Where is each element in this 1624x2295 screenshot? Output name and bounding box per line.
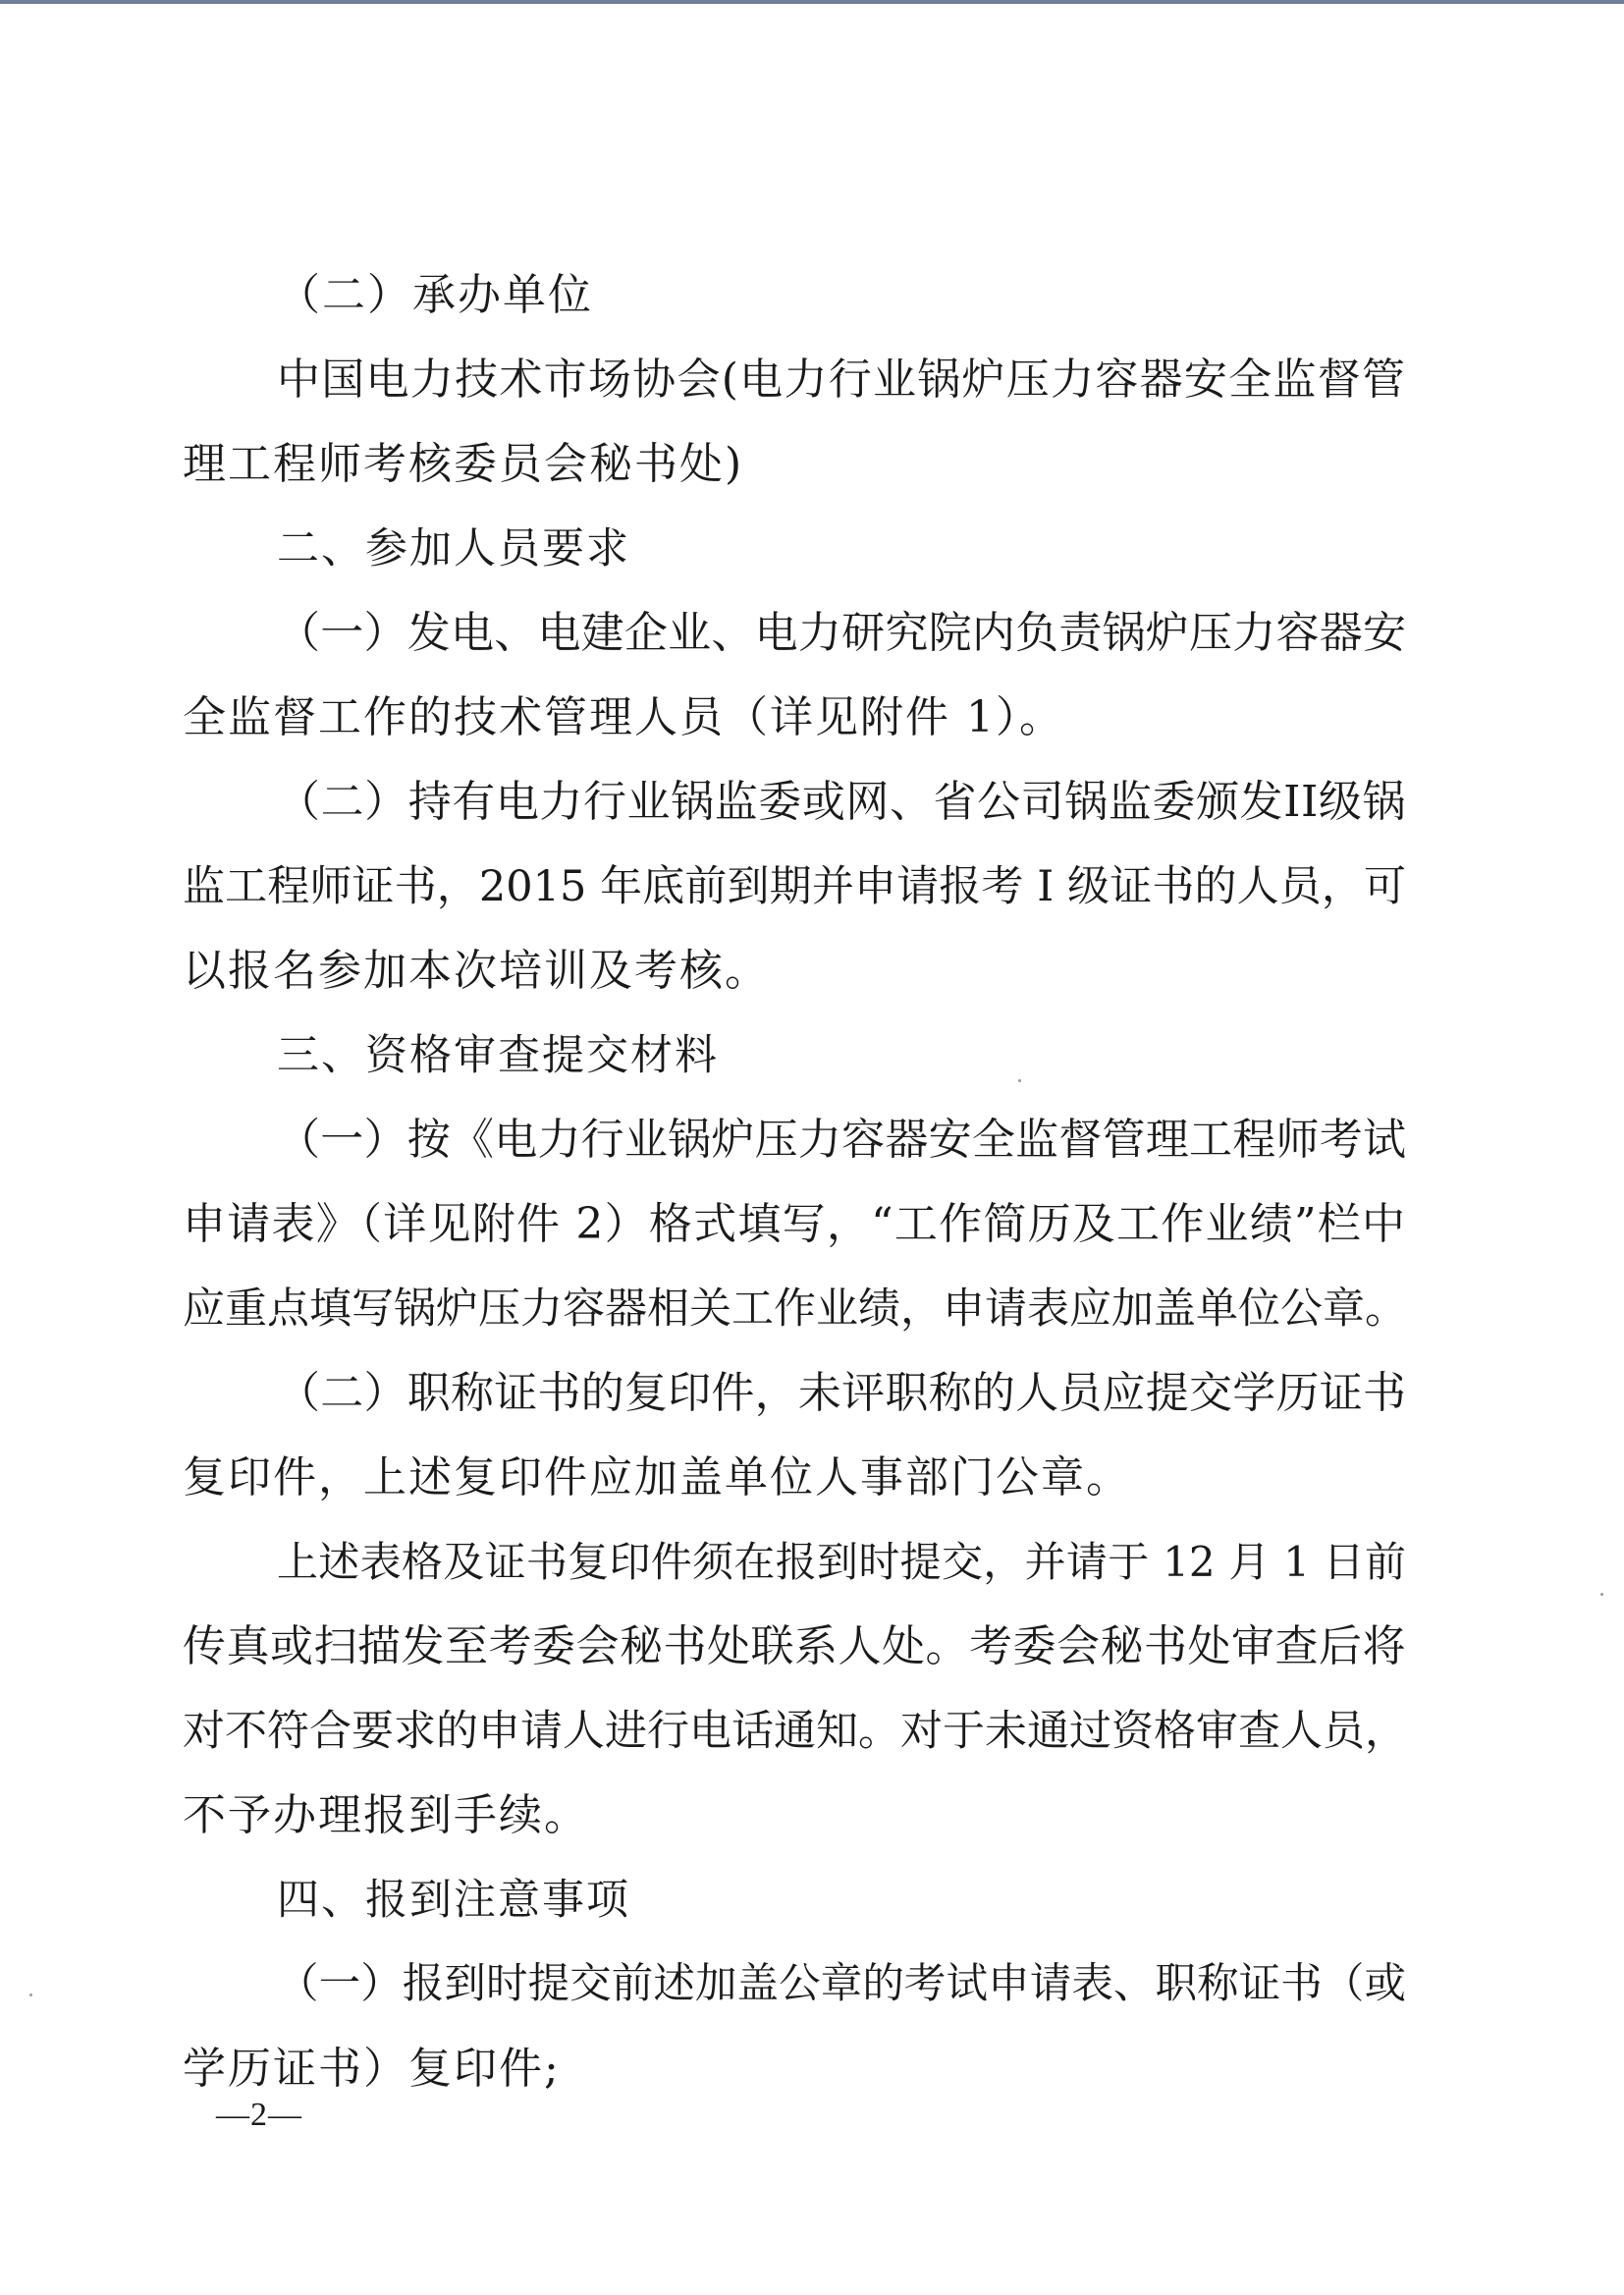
paragraph-line: 不予办理报到手续。: [183, 1790, 589, 1840]
paragraph-line: 申请表》（详见附件 2）格式填写，“工作简历及工作业绩”栏中: [183, 1199, 1406, 1249]
paragraph-line: 传真或扫描发至考委会秘书处联系人处。考委会秘书处审查后将: [183, 1621, 1406, 1671]
paragraph-line: 对不符合要求的申请人进行电话通知。对于未通过资格审查人员，: [183, 1707, 1407, 1756]
paragraph-line: （一）按《电力行业锅炉压力容器安全监督管理工程师考试: [277, 1115, 1406, 1165]
paragraph-line: 监工程师证书，2015 年底前到期并申请报考 I 级证书的人员，可: [183, 862, 1406, 911]
paragraph-line: （二）职称证书的复印件，未评职称的人员应提交学历证书: [277, 1368, 1406, 1418]
scan-top-edge: [0, 0, 1624, 4]
section-heading-participants: 二、参加人员要求: [277, 524, 630, 574]
paragraph-line: 应重点填写锅炉压力容器相关工作业绩，申请表应加盖单位公章。: [183, 1284, 1407, 1334]
page-number: —2—: [216, 2097, 302, 2133]
paragraph-line: （二）持有电力行业锅监委或网、省公司锅监委颁发II级锅: [277, 777, 1406, 827]
section-heading-materials: 三、资格审查提交材料: [277, 1031, 719, 1080]
paragraph-line: 中国电力技术市场协会(电力行业锅炉压力容器安全监督管: [277, 355, 1406, 405]
scan-speck: [1018, 1079, 1021, 1082]
paragraph-line: 上述表格及证书复印件须在报到时提交，并请于 12 月 1 日前: [277, 1538, 1406, 1586]
paragraph-line: （一）报到时提交前述加盖公章的考试申请表、职称证书（或: [277, 1960, 1406, 2008]
paragraph-line: 全监督工作的技术管理人员（详见附件 1）。: [183, 692, 1064, 742]
scan-speck: [1600, 1593, 1603, 1596]
document-body: [183, 253, 1406, 2111]
paragraph-line: 理工程师考核委员会秘书处): [183, 439, 744, 489]
paragraph-line: 复印件，上述复印件应加盖单位人事部门公章。: [183, 1452, 1131, 1503]
subheading-organizer: （二）承办单位: [277, 270, 593, 320]
scan-speck: [29, 1994, 32, 1996]
section-heading-registration: 四、报到注意事项: [277, 1876, 630, 1925]
paragraph-line: 以报名参加本次培训及考核。: [183, 946, 770, 996]
paragraph-line: （一）发电、电建企业、电力研究院内负责锅炉压力容器安: [277, 608, 1406, 658]
paragraph-line: 学历证书）复印件;: [183, 2044, 561, 2094]
